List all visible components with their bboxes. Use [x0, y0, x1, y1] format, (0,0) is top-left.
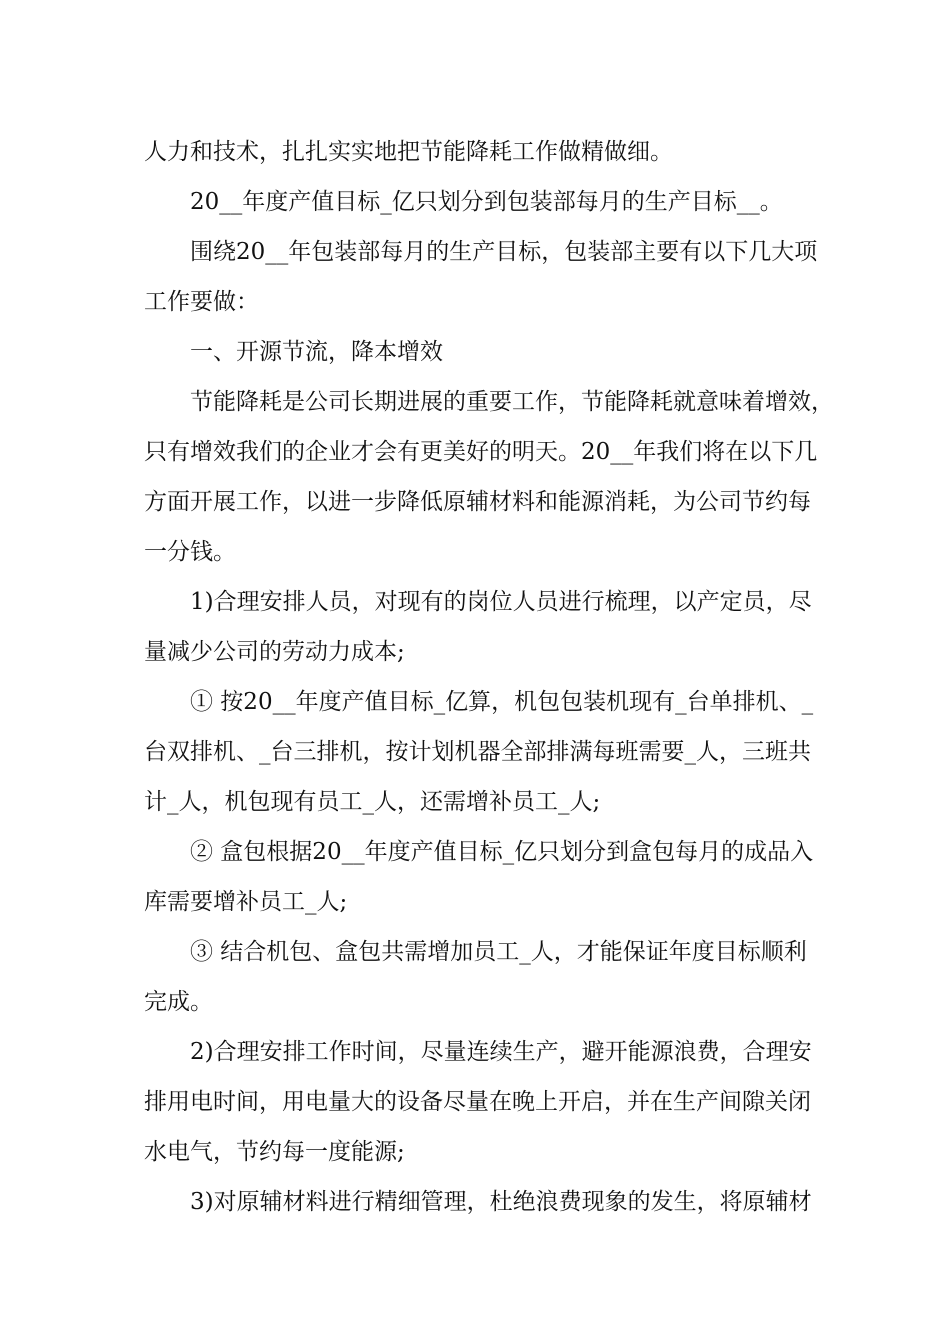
text-line: 量减少公司的劳动力成本;: [144, 639, 405, 665]
paragraph-3: [144, 227, 824, 327]
paragraph-2: [144, 177, 824, 227]
text-line: 3)对原辅材料进行精细管理，杜绝浪费现象的发生，将原辅材: [190, 1189, 812, 1215]
paragraph-1: [144, 127, 824, 177]
paragraph-9: [144, 927, 824, 1027]
text-line: 库需要增补员工_人;: [144, 889, 348, 915]
document-body: [144, 127, 834, 1227]
text-line: 排用电时间，用电量大的设备尽量在晚上开启，并在生产间隙关闭: [144, 1089, 811, 1115]
text-line: 1)合理安排人员，对现有的岗位人员进行梳理，以产定员，尽: [190, 589, 812, 615]
text-line: 一、开源节流，降本增效: [190, 339, 443, 365]
text-line: 工作要做：: [144, 289, 259, 315]
text-line: 计_人，机包现有员工_人，还需增补员工_人;: [144, 789, 601, 815]
paragraph-6: [144, 577, 824, 677]
text-line: 2)合理安排工作时间，尽量连续生产，避开能源浪费，合理安: [190, 1039, 812, 1065]
section-heading-1: [144, 327, 824, 377]
text-line: 节能降耗是公司长期进展的重要工作，节能降耗就意味着增效，: [190, 389, 834, 415]
paragraph-11: [144, 1177, 824, 1227]
text-line: 完成。: [144, 989, 213, 1015]
text-line: 方面开展工作，以进一步降低原辅材料和能源消耗，为公司节约每: [144, 489, 811, 515]
text-line: 台双排机、_台三排机，按计划机器全部排满每班需要_人，三班共: [144, 739, 811, 765]
paragraph-8: [144, 827, 824, 927]
text-line: ① 按20__年度产值目标_亿算，机包包装机现有_台单排机、_: [190, 689, 814, 715]
text-line: 水电气，节约每一度能源;: [144, 1139, 405, 1165]
paragraph-7: [144, 677, 824, 827]
text-line: ② 盒包根据20__年度产值目标_亿只划分到盒包每月的成品入: [190, 839, 814, 865]
text-line: 一分钱。: [144, 539, 236, 565]
text-line: 20__年度产值目标_亿只划分到包装部每月的生产目标__。: [190, 189, 783, 215]
paragraph-10: [144, 1027, 824, 1177]
text-line: 人力和技术，扎扎实实地把节能降耗工作做精做细。: [144, 139, 673, 165]
text-line: 只有增效我们的企业才会有更美好的明天。20__年我们将在以下几: [144, 439, 818, 465]
text-line: ③ 结合机包、盒包共需增加员工_人，才能保证年度目标顺利: [190, 939, 807, 965]
text-line: 围绕20__年包装部每月的生产目标，包装部主要有以下几大项: [190, 239, 818, 265]
paragraph-5: [144, 377, 834, 577]
